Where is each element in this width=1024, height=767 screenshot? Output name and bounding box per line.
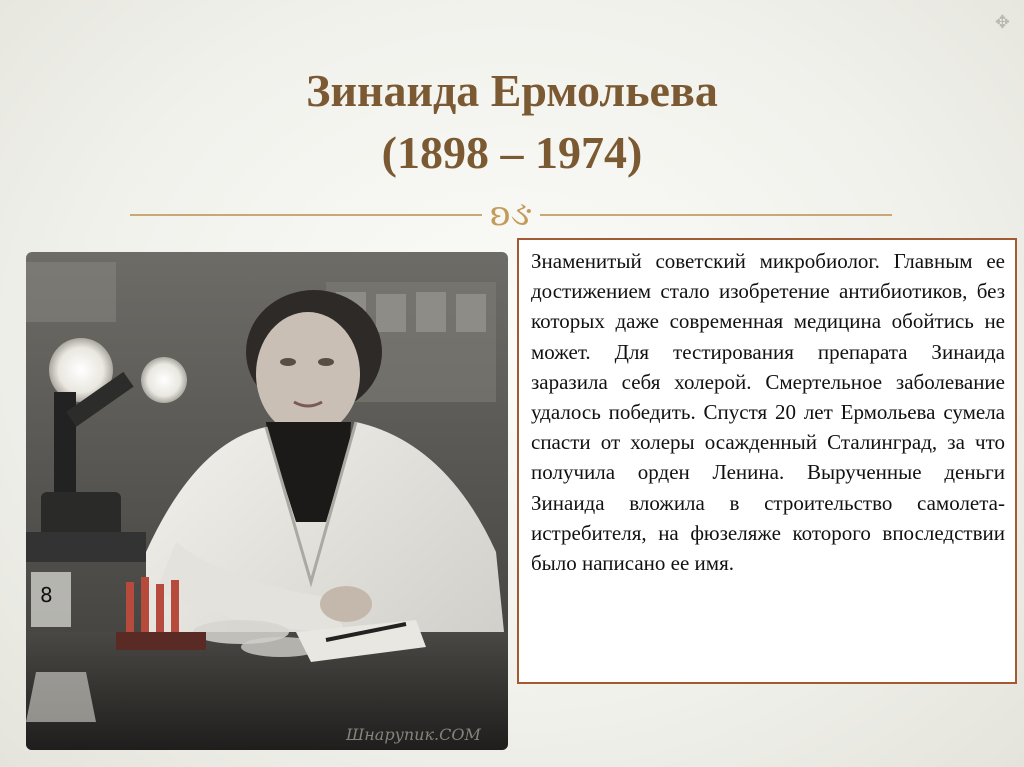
portrait-photo [26, 252, 508, 750]
slide-title [0, 60, 1024, 184]
biography-text: Знаменитый советский микробиолог. Главным ее достижением стало изобретение антибиотиков, без которых даже современная медицина обойтись не может. Для тестирования препарата Зинаида заразила себя холерой. Смертельное заболевание удалось победить. Спустя 20 лет Ермольева сумела спасти от холеры осажденный Сталинград, за что получила орден Ленина. Вырученные деньги Зинаида вложила в строительство самолета-истребителя, на фюзеляже которого впоследствии было написано ее имя. [531, 249, 1005, 576]
corner-ornament-icon: ✥ [994, 12, 1010, 32]
title-divider [130, 194, 892, 234]
flourish-icon: ʚઙ [489, 194, 533, 234]
divider-line-left [130, 214, 482, 216]
title-name: Зинаида Ермольева [306, 65, 718, 116]
biography-textbox [517, 238, 1017, 684]
svg-text:8: 8 [40, 583, 53, 607]
photo-watermark: Шнарупик.COM [346, 725, 481, 744]
divider-line-right [540, 214, 892, 216]
title-years: (1898 – 1974) [381, 127, 643, 178]
